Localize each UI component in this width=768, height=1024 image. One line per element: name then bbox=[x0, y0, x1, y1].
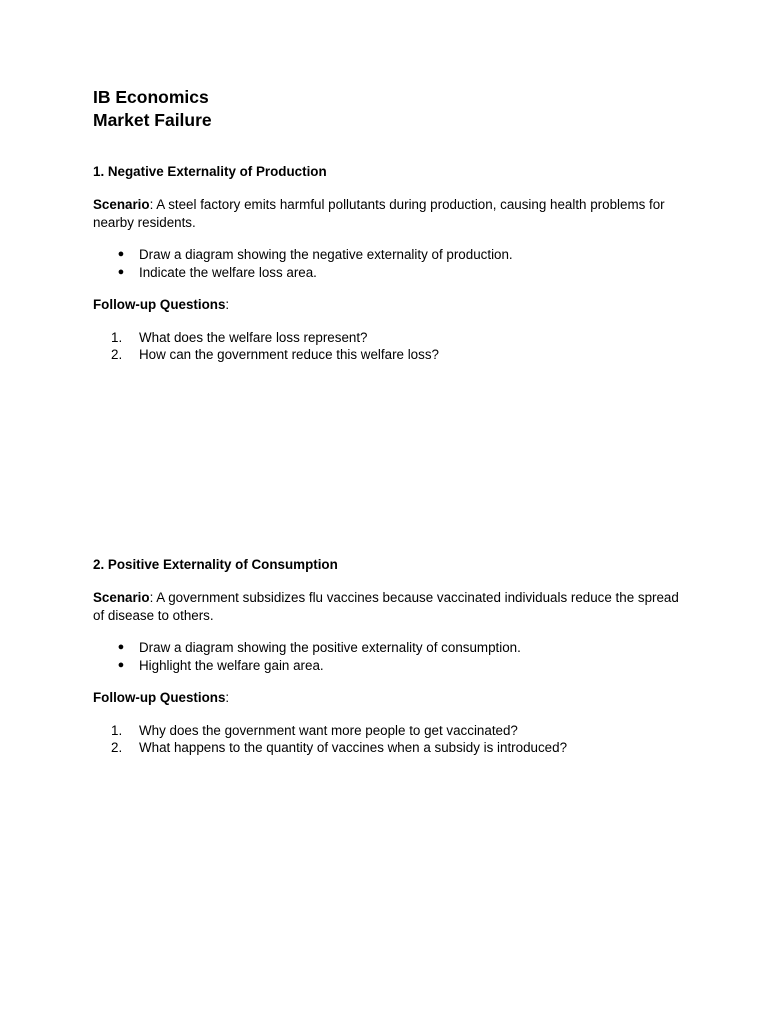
list-item bbox=[93, 657, 693, 675]
section-heading: 1. Negative Externality of Production bbox=[93, 164, 327, 179]
scenario-text: : A government subsidizes flu vaccines because vaccinated individuals reduce the spread of disease to others. bbox=[93, 590, 679, 623]
list-item bbox=[93, 739, 693, 757]
scenario-paragraph bbox=[93, 589, 693, 624]
document-title-line2: Market Failure bbox=[93, 110, 212, 130]
scenario-label: Scenario bbox=[93, 197, 150, 212]
list-number: 1. bbox=[111, 722, 123, 738]
list-number: 2. bbox=[111, 740, 123, 755]
followup-colon: : bbox=[225, 297, 230, 312]
question-list bbox=[93, 329, 693, 364]
bullet-icon: ● bbox=[117, 641, 125, 653]
list-item-text: Draw a diagram showing the positive externality of consumption. bbox=[139, 640, 521, 655]
list-item bbox=[93, 264, 693, 282]
section-heading: 2. Positive Externality of Consumption bbox=[93, 557, 338, 572]
list-item bbox=[93, 346, 693, 364]
list-item-text: How can the government reduce this welfare loss? bbox=[139, 347, 439, 362]
list-item-text: Indicate the welfare loss area. bbox=[139, 264, 317, 280]
list-item bbox=[93, 639, 693, 657]
list-item-text: What does the welfare loss represent? bbox=[139, 329, 368, 345]
list-number: 1. bbox=[111, 329, 123, 345]
task-list bbox=[93, 639, 693, 674]
followup-heading bbox=[93, 296, 693, 314]
document-title-line1: IB Economics bbox=[93, 87, 209, 107]
scenario-text: : A steel factory emits harmful pollutants during production, causing health problems for nearby residents. bbox=[93, 197, 665, 230]
scenario-label: Scenario bbox=[93, 590, 150, 605]
question-list bbox=[93, 722, 693, 757]
list-item-text: Why does the government want more people to get vaccinated? bbox=[139, 722, 518, 738]
bullet-icon: ● bbox=[117, 658, 125, 671]
list-item bbox=[93, 329, 693, 347]
list-item-text: Highlight the welfare gain area. bbox=[139, 657, 324, 673]
section-positive-externality bbox=[93, 556, 693, 757]
list-number: 2. bbox=[111, 347, 123, 362]
followup-colon: : bbox=[225, 690, 230, 705]
task-list bbox=[93, 246, 693, 281]
followup-label: Follow-up Questions bbox=[93, 690, 226, 705]
bullet-icon: ● bbox=[117, 265, 125, 278]
scenario-paragraph bbox=[93, 196, 693, 231]
list-item bbox=[93, 246, 693, 264]
list-item bbox=[93, 722, 693, 740]
section-negative-externality bbox=[93, 163, 693, 364]
bullet-icon: ● bbox=[117, 248, 125, 260]
list-item-text: What happens to the quantity of vaccines when a subsidy is introduced? bbox=[139, 740, 568, 755]
followup-heading bbox=[93, 689, 693, 707]
followup-label: Follow-up Questions bbox=[93, 297, 226, 312]
list-item-text: Draw a diagram showing the negative externality of production. bbox=[139, 247, 513, 262]
